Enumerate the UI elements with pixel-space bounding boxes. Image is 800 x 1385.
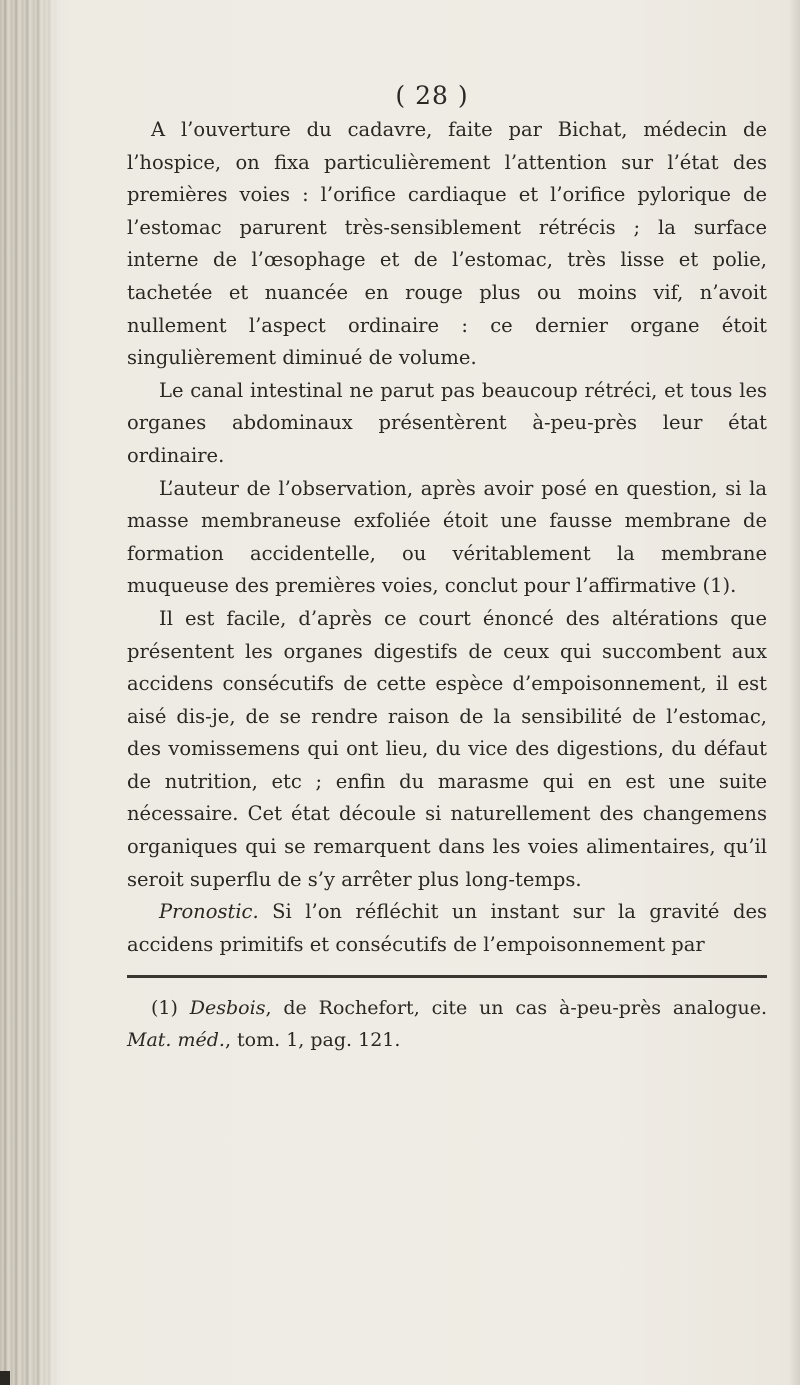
paragraph: Il est facile, d’après ce court énoncé des altérations que présentent les organes digestifs de ceux qui succombent aux accidens consécutifs de cette espèce d’empoisonnement, il est aisé dis-je, de se rendre raison de la sensibilité de l’estomac, des vomissemens qui ont lieu, du vice des digestions, du défaut de nutrition, etc ; enfin du marasme qui en est une suite nécessaire. Cet état découle si naturellement des changemens organiques qui se remarquent dans les voies alimentaires, qu’il seroit superflu de s’y arrêter plus long-temps. xyxy=(127,606,767,891)
paragraph-text: Si l’on réfléchit un instant sur la gravité des accidens primitifs et consécutifs de l’empoisonnement par xyxy=(127,900,767,956)
footnote-text-end: , tom. 1, pag. 121. xyxy=(224,1029,401,1052)
text-block xyxy=(127,78,767,1056)
footnote-rule xyxy=(127,975,767,978)
footnote-marker: (1) xyxy=(151,997,190,1020)
section-lead: Pronostic. xyxy=(159,900,259,924)
body-text xyxy=(127,114,767,961)
footnote-author: Desbois xyxy=(189,997,266,1020)
binding-gutter xyxy=(0,0,62,1385)
corner-mark xyxy=(0,1371,10,1385)
page-edge-shadow xyxy=(788,0,800,1385)
paragraph: Le canal intestinal ne parut pas beaucoup rétréci, et tous les organes abdominaux présentèrent à-peu-près leur état ordinaire. xyxy=(127,378,767,467)
footnote-text: , de Rochefort, cite un cas à-peu-près analogue. xyxy=(265,997,767,1020)
footnote-source: Mat. méd. xyxy=(127,1029,225,1052)
page-number: ( 28 ) xyxy=(395,81,469,110)
paragraph: L’auteur de l’observation, après avoir posé en question, si la masse membraneuse exfoliée étoit une fausse membrane de formation accidentelle, ou véritablement la membrane muqueuse des premières voies, conclut pour l’affirmative (1). xyxy=(127,476,767,598)
footnote xyxy=(127,992,767,1056)
paragraph xyxy=(127,896,767,961)
paragraph: A l’ouverture du cadavre, faite par Bichat, médecin de l’hospice, on fixa particulièrement l’attention sur l’état des premières voies : l’orifice cardiaque et l’orifice pylorique de l’estomac parurent très-sensiblement rétrécis ; la surface interne de l’œsophage et de l’estomac, très lisse et polie, tachetée et nuancée en rouge plus ou moins vif, n’avoit nullement l’aspect ordinaire : ce dernier organe étoit singulièrement diminué de volume. xyxy=(127,118,767,370)
